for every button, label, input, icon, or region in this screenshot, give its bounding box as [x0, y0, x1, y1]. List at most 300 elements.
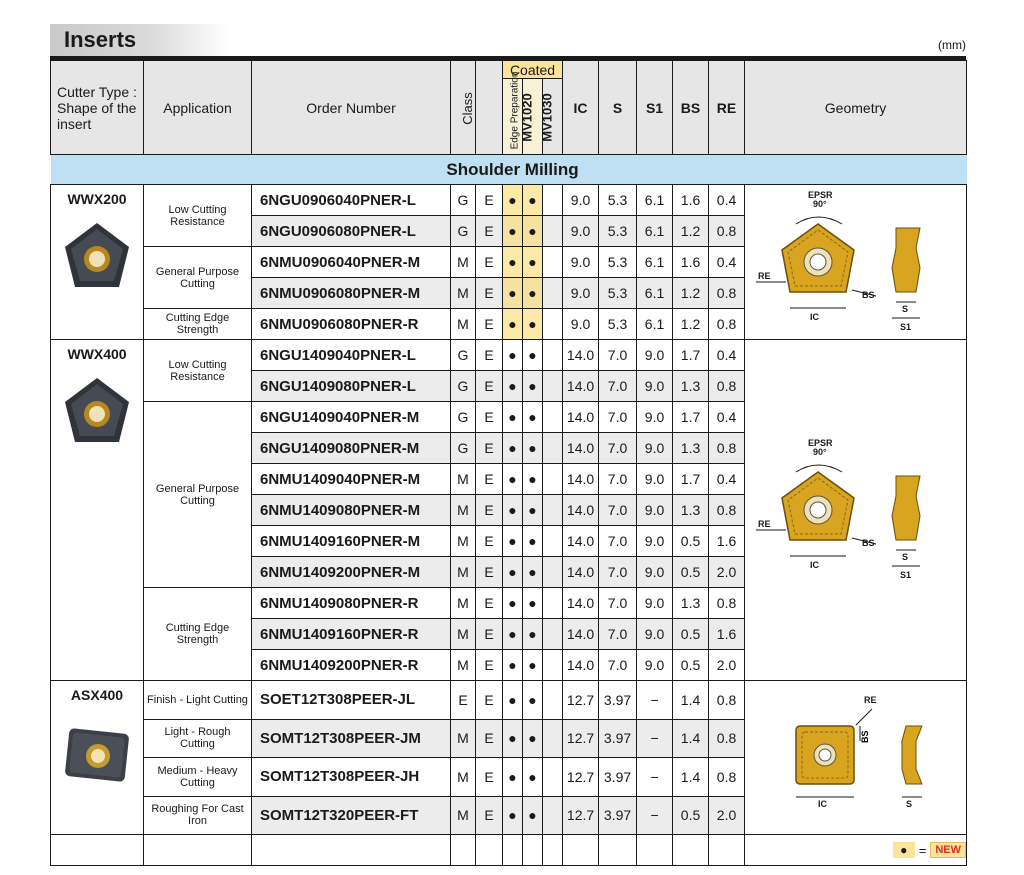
s-cell: 7.0	[599, 464, 637, 495]
s1-cell: 9.0	[637, 371, 673, 402]
unit-label: (mm)	[938, 38, 966, 52]
mv1020-cell: ●	[503, 650, 523, 681]
edge-prep-cell: E	[476, 495, 503, 526]
mv1020-cell: ●	[503, 557, 523, 588]
edge-prep-cell: E	[476, 216, 503, 247]
bs-cell: 1.3	[673, 433, 709, 464]
re-cell: 0.8	[709, 719, 745, 758]
s-cell: 7.0	[599, 433, 637, 464]
coated-blank-cell	[543, 719, 563, 758]
bs-cell: 1.2	[673, 309, 709, 340]
application-cell: Cutting Edge Strength	[144, 588, 252, 681]
ic-cell: 9.0	[563, 278, 599, 309]
s1-cell: 6.1	[637, 185, 673, 216]
svg-text:EPSR: EPSR	[807, 189, 833, 200]
svg-text:BS: BS	[861, 289, 875, 300]
class-cell: M	[451, 526, 476, 557]
ic-cell: 14.0	[563, 619, 599, 650]
bs-cell: 1.3	[673, 495, 709, 526]
edge-prep-cell: E	[476, 464, 503, 495]
edge-prep-cell: E	[476, 526, 503, 557]
class-cell: M	[451, 464, 476, 495]
mv1030-cell: ●	[523, 588, 543, 619]
mv1020-cell: ●	[503, 588, 523, 619]
legend-equals: =	[918, 842, 927, 858]
blank-cell	[709, 835, 745, 866]
header-ic: IC	[563, 61, 599, 155]
coated-blank-cell	[543, 185, 563, 216]
edge-prep-cell: E	[476, 557, 503, 588]
s1-cell: 9.0	[637, 526, 673, 557]
bs-cell: 1.7	[673, 464, 709, 495]
edge-prep-cell: E	[476, 588, 503, 619]
trigon-insert-image	[57, 217, 137, 297]
mv1020-cell: ●	[503, 796, 523, 835]
blank-cell	[144, 835, 252, 866]
blank-cell	[543, 835, 563, 866]
svg-text:S: S	[901, 303, 908, 314]
s-cell: 3.97	[599, 796, 637, 835]
svg-text:RE: RE	[757, 518, 771, 529]
s-cell: 7.0	[599, 557, 637, 588]
mv1030-cell: ●	[523, 719, 543, 758]
s-cell: 3.97	[599, 681, 637, 720]
ic-cell: 14.0	[563, 371, 599, 402]
class-cell: M	[451, 650, 476, 681]
re-cell: 1.6	[709, 619, 745, 650]
re-cell: 0.8	[709, 588, 745, 619]
class-cell: G	[451, 371, 476, 402]
mv1030-cell: ●	[523, 278, 543, 309]
mv1020-cell: ●	[503, 619, 523, 650]
s-cell: 7.0	[599, 526, 637, 557]
mv1020-cell: ●	[503, 681, 523, 720]
coated-blank-cell	[543, 278, 563, 309]
edge-prep-cell: E	[476, 309, 503, 340]
s-cell: 5.3	[599, 216, 637, 247]
application-cell: Low Cutting Resistance	[144, 185, 252, 247]
bs-cell: 1.3	[673, 588, 709, 619]
table-row	[51, 185, 967, 216]
class-cell: M	[451, 719, 476, 758]
application-cell: Roughing For Cast Iron	[144, 796, 252, 835]
edge-prep-cell: E	[476, 185, 503, 216]
re-cell: 0.8	[709, 495, 745, 526]
s1-cell: −	[637, 758, 673, 797]
mv1020-cell: ●	[503, 495, 523, 526]
ic-cell: 14.0	[563, 650, 599, 681]
mv1030-cell: ●	[523, 371, 543, 402]
coated-blank-cell	[543, 216, 563, 247]
re-cell: 0.4	[709, 185, 745, 216]
ic-cell: 14.0	[563, 495, 599, 526]
class-cell: E	[451, 681, 476, 720]
mv1020-cell: ●	[503, 719, 523, 758]
edge-prep-cell: E	[476, 278, 503, 309]
mv1020-cell: ●	[503, 309, 523, 340]
re-cell: 1.6	[709, 526, 745, 557]
order-number: 6NGU1409040PNER-M	[252, 402, 451, 433]
table-row	[51, 340, 967, 371]
legend-dot: ●	[893, 842, 915, 858]
trigon-geometry-diagram	[756, 186, 956, 336]
order-number: 6NMU1409160PNER-R	[252, 619, 451, 650]
blank-cell	[563, 835, 599, 866]
edge-prep-cell: E	[476, 340, 503, 371]
re-cell: 0.8	[709, 309, 745, 340]
header-mv1030: MV1030	[523, 79, 543, 155]
re-cell: 0.4	[709, 402, 745, 433]
coated-blank-cell	[543, 758, 563, 797]
trigon-insert-image	[57, 372, 137, 452]
class-cell: M	[451, 247, 476, 278]
mv1020-cell: ●	[503, 185, 523, 216]
inserts-table	[50, 60, 967, 866]
edge-prep-cell: E	[476, 650, 503, 681]
blank-cell	[599, 835, 637, 866]
re-cell: 0.4	[709, 340, 745, 371]
re-cell: 0.4	[709, 247, 745, 278]
order-number: 6NGU1409080PNER-M	[252, 433, 451, 464]
cutter-type-cell	[51, 681, 144, 835]
ic-cell: 14.0	[563, 433, 599, 464]
mv1030-cell: ●	[523, 758, 543, 797]
title-tab	[50, 24, 230, 56]
order-number: SOMT12T320PEER-FT	[252, 796, 451, 835]
blank-cell	[523, 835, 543, 866]
s1-cell: 6.1	[637, 309, 673, 340]
order-number: 6NMU1409040PNER-M	[252, 464, 451, 495]
s1-cell: −	[637, 796, 673, 835]
page-title: Inserts	[64, 27, 137, 52]
ic-cell: 14.0	[563, 557, 599, 588]
coated-blank-cell	[543, 526, 563, 557]
ic-cell: 9.0	[563, 309, 599, 340]
mv1020-cell: ●	[503, 247, 523, 278]
ic-cell: 14.0	[563, 464, 599, 495]
coated-blank-cell	[543, 619, 563, 650]
bs-cell: 0.5	[673, 526, 709, 557]
edge-prep-cell: E	[476, 719, 503, 758]
coated-blank-cell	[543, 588, 563, 619]
cutter-type-label: WWX200	[67, 191, 127, 207]
class-cell: M	[451, 309, 476, 340]
class-cell: G	[451, 433, 476, 464]
s-cell: 7.0	[599, 650, 637, 681]
s-cell: 7.0	[599, 588, 637, 619]
s-cell: 7.0	[599, 402, 637, 433]
mv1020-cell: ●	[503, 216, 523, 247]
mv1030-cell: ●	[523, 526, 543, 557]
edge-prep-cell: E	[476, 247, 503, 278]
mv1030-cell: ●	[523, 681, 543, 720]
blank-cell	[51, 835, 144, 866]
table-row	[51, 681, 967, 720]
cutter-type-label: WWX400	[67, 346, 127, 362]
application-cell: Low Cutting Resistance	[144, 340, 252, 402]
mv1020-cell: ●	[503, 278, 523, 309]
re-cell: 2.0	[709, 557, 745, 588]
geometry-cell	[745, 340, 967, 681]
header-order-number: Order Number	[252, 61, 451, 155]
coated-blank-cell	[543, 650, 563, 681]
svg-text:RE: RE	[863, 695, 877, 705]
order-number: 6NMU1409080PNER-R	[252, 588, 451, 619]
coated-blank-cell	[543, 433, 563, 464]
order-number: 6NGU0906040PNER-L	[252, 185, 451, 216]
coated-blank-cell	[543, 681, 563, 720]
header-coated: Coated	[503, 61, 563, 79]
s-cell: 7.0	[599, 340, 637, 371]
order-number: 6NMU1409080PNER-M	[252, 495, 451, 526]
application-cell: Cutting Edge Strength	[144, 309, 252, 340]
order-number: 6NGU1409040PNER-L	[252, 340, 451, 371]
s1-cell: 9.0	[637, 402, 673, 433]
re-cell: 0.8	[709, 278, 745, 309]
edge-prep-cell: E	[476, 681, 503, 720]
mv1030-cell: ●	[523, 340, 543, 371]
bs-cell: 1.2	[673, 216, 709, 247]
coated-blank-cell	[543, 340, 563, 371]
legend	[893, 842, 966, 858]
s-cell: 5.3	[599, 247, 637, 278]
blank-cell	[252, 835, 451, 866]
bs-cell: 0.5	[673, 796, 709, 835]
bs-cell: 1.4	[673, 719, 709, 758]
mv1020-cell: ●	[503, 371, 523, 402]
svg-text:IC: IC	[817, 799, 827, 809]
order-number: 6NGU0906080PNER-L	[252, 216, 451, 247]
ic-cell: 14.0	[563, 588, 599, 619]
ic-cell: 14.0	[563, 526, 599, 557]
section-title: Shoulder Milling	[51, 155, 967, 185]
re-cell: 2.0	[709, 650, 745, 681]
class-cell: G	[451, 340, 476, 371]
cutter-type-cell	[51, 340, 144, 681]
svg-text:S1: S1	[899, 321, 911, 332]
re-cell: 0.8	[709, 433, 745, 464]
section-row	[51, 155, 967, 185]
ic-cell: 9.0	[563, 216, 599, 247]
header-s1: S1	[637, 61, 673, 155]
ic-cell: 12.7	[563, 681, 599, 720]
s-cell: 5.3	[599, 278, 637, 309]
mv1030-cell: ●	[523, 216, 543, 247]
mv1030-cell: ●	[523, 557, 543, 588]
bs-cell: 1.4	[673, 681, 709, 720]
mv1020-cell: ●	[503, 758, 523, 797]
mv1030-cell: ●	[523, 650, 543, 681]
blank-cell	[476, 835, 503, 866]
mv1030-cell: ●	[523, 464, 543, 495]
application-cell: Light - Rough Cutting	[144, 719, 252, 758]
bs-cell: 1.7	[673, 402, 709, 433]
ic-cell: 9.0	[563, 247, 599, 278]
geometry-cell	[745, 681, 967, 835]
edge-prep-cell: E	[476, 758, 503, 797]
coated-blank-cell	[543, 247, 563, 278]
geometry-cell	[745, 185, 967, 340]
coated-blank-cell	[543, 557, 563, 588]
svg-text:IC: IC	[809, 559, 819, 570]
order-number: SOMT12T308PEER-JM	[252, 719, 451, 758]
s1-cell: 6.1	[637, 216, 673, 247]
mv1030-cell: ●	[523, 433, 543, 464]
mv1030-cell: ●	[523, 402, 543, 433]
s1-cell: −	[637, 681, 673, 720]
s1-cell: 6.1	[637, 247, 673, 278]
class-cell: M	[451, 557, 476, 588]
edge-prep-cell: E	[476, 619, 503, 650]
re-cell: 0.8	[709, 216, 745, 247]
svg-text:RE: RE	[757, 270, 771, 281]
coated-blank-cell	[543, 309, 563, 340]
bs-cell: 1.6	[673, 185, 709, 216]
order-number: 6NMU1409200PNER-R	[252, 650, 451, 681]
edge-prep-cell: E	[476, 796, 503, 835]
s1-cell: 6.1	[637, 278, 673, 309]
application-cell: General Purpose Cutting	[144, 247, 252, 309]
mv1020-cell: ●	[503, 340, 523, 371]
re-cell: 0.8	[709, 758, 745, 797]
ic-cell: 12.7	[563, 796, 599, 835]
square-geometry-diagram	[756, 681, 956, 831]
header-geometry: Geometry	[745, 61, 967, 155]
bs-cell: 1.3	[673, 371, 709, 402]
cutter-type-label: ASX400	[70, 687, 124, 703]
s1-cell: 9.0	[637, 433, 673, 464]
blank-cell	[451, 835, 476, 866]
s-cell: 7.0	[599, 495, 637, 526]
s1-cell: 9.0	[637, 650, 673, 681]
application-cell: Medium - Heavy Cutting	[144, 758, 252, 797]
mv1030-cell: ●	[523, 495, 543, 526]
order-number: 6NMU0906080PNER-R	[252, 309, 451, 340]
ic-cell: 14.0	[563, 402, 599, 433]
bs-cell: 0.5	[673, 619, 709, 650]
s1-cell: 9.0	[637, 464, 673, 495]
s-cell: 3.97	[599, 758, 637, 797]
edge-prep-cell: E	[476, 402, 503, 433]
mv1030-cell: ●	[523, 309, 543, 340]
svg-text:90°: 90°	[812, 446, 827, 457]
edge-prep-cell: E	[476, 371, 503, 402]
s1-cell: 9.0	[637, 557, 673, 588]
s1-cell: −	[637, 719, 673, 758]
mv1030-cell: ●	[523, 247, 543, 278]
order-number: SOMT12T308PEER-JH	[252, 758, 451, 797]
re-cell: 0.8	[709, 371, 745, 402]
table-row-blank	[51, 835, 967, 866]
class-cell: M	[451, 278, 476, 309]
order-number: 6NMU0906040PNER-M	[252, 247, 451, 278]
class-cell: M	[451, 588, 476, 619]
title-bar	[50, 24, 966, 60]
cutter-type-cell	[51, 185, 144, 340]
header-bs: BS	[673, 61, 709, 155]
header-application: Application	[144, 61, 252, 155]
blank-cell	[673, 835, 709, 866]
coated-blank-cell	[543, 796, 563, 835]
blank-cell	[503, 835, 523, 866]
coated-blank-cell	[543, 371, 563, 402]
coated-blank-cell	[543, 464, 563, 495]
mv1020-cell: ●	[503, 402, 523, 433]
svg-text:90°: 90°	[812, 198, 827, 209]
svg-text:IC: IC	[809, 311, 819, 322]
header-class: Class	[451, 61, 476, 155]
order-number: 6NMU1409160PNER-M	[252, 526, 451, 557]
application-cell: General Purpose Cutting	[144, 402, 252, 588]
class-cell: M	[451, 758, 476, 797]
svg-text:S: S	[905, 799, 912, 809]
svg-text:S: S	[901, 551, 908, 562]
ic-cell: 9.0	[563, 185, 599, 216]
ic-cell: 14.0	[563, 340, 599, 371]
s1-cell: 9.0	[637, 340, 673, 371]
coated-blank-cell	[543, 495, 563, 526]
header-re: RE	[709, 61, 745, 155]
bs-cell: 1.6	[673, 247, 709, 278]
re-cell: 0.8	[709, 681, 745, 720]
header-cutter-type: Cutter Type : Shape of the insert	[51, 61, 144, 155]
trigon-geometry-diagram	[756, 434, 956, 584]
order-number: 6NGU1409080PNER-L	[252, 371, 451, 402]
application-cell: Finish - Light Cutting	[144, 681, 252, 720]
blank-cell	[637, 835, 673, 866]
square-insert-image	[57, 713, 137, 793]
order-number: 6NMU1409200PNER-M	[252, 557, 451, 588]
s1-cell: 9.0	[637, 495, 673, 526]
s-cell: 7.0	[599, 619, 637, 650]
s-cell: 3.97	[599, 719, 637, 758]
mv1020-cell: ●	[503, 433, 523, 464]
ic-cell: 12.7	[563, 758, 599, 797]
header-s: S	[599, 61, 637, 155]
re-cell: 0.4	[709, 464, 745, 495]
bs-cell: 1.4	[673, 758, 709, 797]
class-cell: M	[451, 796, 476, 835]
ic-cell: 12.7	[563, 719, 599, 758]
bs-cell: 0.5	[673, 557, 709, 588]
svg-text:EPSR: EPSR	[807, 437, 833, 448]
header-edge-prep: Edge Preparation	[476, 61, 503, 155]
re-cell: 2.0	[709, 796, 745, 835]
mv1030-cell: ●	[523, 796, 543, 835]
class-cell: M	[451, 495, 476, 526]
legend-new-badge: NEW	[930, 842, 966, 858]
class-cell: G	[451, 185, 476, 216]
s-cell: 7.0	[599, 371, 637, 402]
order-number: 6NMU0906080PNER-M	[252, 278, 451, 309]
mv1030-cell: ●	[523, 185, 543, 216]
class-cell: G	[451, 402, 476, 433]
coated-blank-cell	[543, 402, 563, 433]
mv1020-cell: ●	[503, 526, 523, 557]
bs-cell: 0.5	[673, 650, 709, 681]
s1-cell: 9.0	[637, 619, 673, 650]
svg-text:BS: BS	[859, 730, 870, 743]
s-cell: 5.3	[599, 185, 637, 216]
edge-prep-cell: E	[476, 433, 503, 464]
s1-cell: 9.0	[637, 588, 673, 619]
order-number: SOET12T308PEER-JL	[252, 681, 451, 720]
mv1030-cell: ●	[523, 619, 543, 650]
mv1020-cell: ●	[503, 464, 523, 495]
svg-text:BS: BS	[861, 537, 875, 548]
header-mv1020: MV1020	[503, 79, 523, 155]
class-cell: M	[451, 619, 476, 650]
